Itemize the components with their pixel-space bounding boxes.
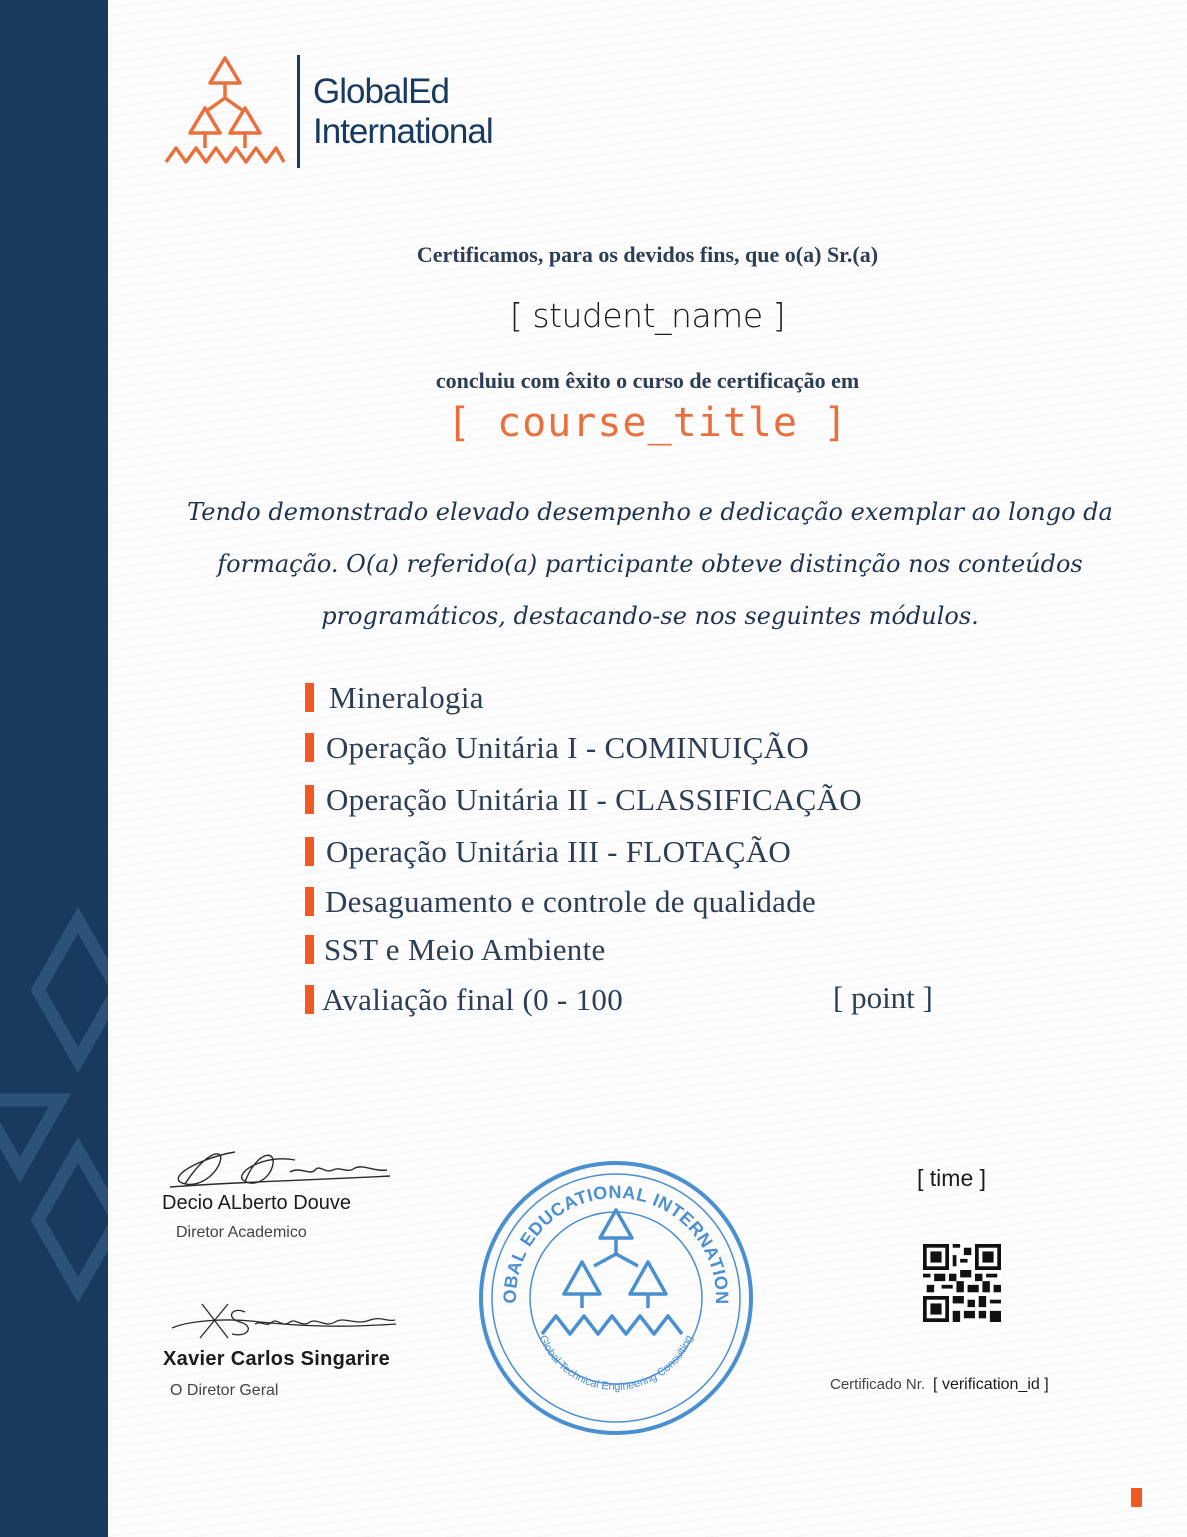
- svg-text:Global Technical Engineering C: [537, 1334, 696, 1393]
- logo-divider: [297, 55, 300, 168]
- bullet-bar-icon: [305, 985, 314, 1014]
- certificate-number-label: Certificado Nr.: [830, 1376, 926, 1393]
- achievement-statement: Tendo demonstrado elevado desempenho e dedicação exemplar ao longo da formação. O(a) referido(a) participante obteve distinção nos conteúdos programáticos, destacando-se nos seguintes módulos.: [187, 498, 1113, 630]
- navy-sidebar: [0, 0, 108, 1537]
- corner-accent-mark: [1131, 1488, 1142, 1507]
- signatory-role-1: Diretor Academico: [176, 1224, 307, 1241]
- module-item: Desaguamento e controle de qualidade: [305, 884, 816, 920]
- bullet-bar-icon: [305, 887, 314, 916]
- bullet-bar-icon: [305, 733, 314, 762]
- certificate-intro: Certificamos, para os devidos fins, que o(a) Sr.(a): [416, 242, 879, 267]
- seal-bottom-text: Global Technical Engineering Consulting: [536, 1333, 696, 1393]
- brand-name-line2: International: [313, 112, 493, 151]
- brand-logo: [160, 50, 540, 175]
- triangles-logo-icon: [160, 50, 290, 170]
- seal-triangles-icon: [542, 1210, 682, 1334]
- bullet-bar-icon: [305, 837, 314, 866]
- seal-top-text: OBAL EDUCATIONAL INTERNATION: [499, 1181, 733, 1305]
- bullet-bar-icon: [305, 683, 314, 712]
- student-name-placeholder: [ student_name ]: [510, 296, 785, 335]
- signatory-name-1: Decio ALberto Douve: [162, 1192, 352, 1214]
- signatory-role-2: O Diretor Geral: [170, 1382, 279, 1399]
- verification-id-placeholder: [ verification_id ]: [933, 1376, 1049, 1393]
- module-item: Operação Unitária II - CLASSIFICAÇÃO: [305, 782, 862, 818]
- issue-time-placeholder: [ time ]: [917, 1165, 987, 1191]
- signatory-name-2: Xavier Carlos Singarire: [163, 1348, 391, 1370]
- module-item: Avaliação final (0 - 100: [305, 982, 623, 1018]
- bullet-bar-icon: [305, 785, 314, 814]
- official-seal: [476, 1158, 756, 1438]
- module-item: Operação Unitária III - FLOTAÇÃO: [305, 834, 791, 870]
- course-title-placeholder: [ course_title ]: [446, 400, 849, 446]
- module-item: Mineralogia: [305, 680, 484, 716]
- certificate-number: [830, 1376, 1049, 1394]
- completion-text: concluiu com êxito o curso de certificação em: [435, 368, 860, 393]
- bullet-bar-icon: [305, 935, 314, 964]
- module-item: Operação Unitária I - COMINUIÇÃO: [305, 730, 809, 766]
- triangle-pattern-icon: [0, 900, 108, 1380]
- signature-singarire-icon: [170, 1298, 400, 1343]
- score-placeholder: [ point ]: [833, 980, 933, 1015]
- signature-douve-icon: [165, 1142, 395, 1197]
- brand-name-line1: GlobalEd: [313, 72, 449, 111]
- qr-code-icon: [920, 1244, 1004, 1322]
- module-item: SST e Meio Ambiente: [305, 932, 606, 968]
